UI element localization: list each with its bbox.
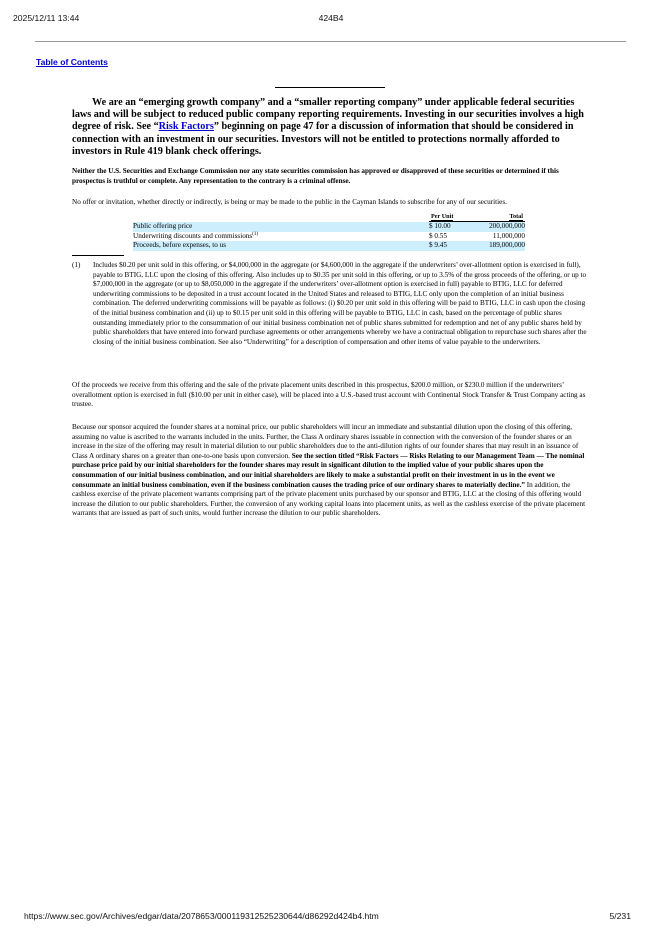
per-unit-header: Per Unit bbox=[431, 213, 454, 220]
table-of-contents-link[interactable]: Table of Contents bbox=[36, 57, 108, 67]
table-row bbox=[133, 241, 525, 251]
footnote-divider bbox=[72, 255, 124, 256]
page-number: 5/231 bbox=[609, 911, 631, 921]
row-label: Proceeds, before expenses, to us bbox=[133, 241, 429, 251]
footnote-number: (1) bbox=[72, 261, 81, 269]
sec-notice: Neither the U.S. Securities and Exchange Commission nor any state securities commission has approved or disapproved of these securities or determined if this prospectus is truthful or complete. Any representation to the contrary is a criminal offense. bbox=[72, 167, 559, 185]
risk-statement: We are an “emerging growth company” and a “smaller reporting company” under applicable federal securities laws and will be subject to reduced public company reporting requirements. Investing in our securities involves a high degree of risk. See “Risk Factors” beginning on page 47 for a discussion of information that should be considered in connection with an investment in our securities. Investors will not be entitled to protections normally afforded to investors in Rule 419 blank check offerings. bbox=[72, 97, 584, 157]
print-datetime: 2025/12/11 13:44 bbox=[13, 13, 80, 23]
footnote-marker: (1) bbox=[252, 231, 259, 237]
footnote bbox=[72, 261, 588, 347]
header-divider bbox=[35, 41, 626, 42]
table-row bbox=[133, 232, 525, 242]
document-type-header: 424B4 bbox=[318, 13, 344, 23]
per-unit-value: $ 0.55 bbox=[429, 231, 447, 240]
cayman-offer-notice: No offer or invitation, whether directly or indirectly, is being or may be made to the public in the Cayman Islands to subscribe for any of our securities. bbox=[72, 198, 507, 207]
cover-text bbox=[72, 97, 588, 208]
row-label: Public offering price bbox=[133, 222, 429, 232]
source-url: https://www.sec.gov/Archives/edgar/data/2078653/000119312525230644/d86292d424b4.htm bbox=[24, 911, 379, 921]
total-value: 11,000,000 bbox=[492, 231, 525, 240]
total-value: 189,000,000 bbox=[471, 241, 525, 251]
table-header-row bbox=[133, 212, 525, 222]
section-divider bbox=[275, 87, 385, 88]
footnote-text: Includes $0.20 per unit sold in this offering, or $4,000,000 in the aggregate (or $4,600,000 in the aggregate if the underwriters’ over-allotment option is exercised in full), payable to BTIG, LLC upon the closing of this offering. Also includes up to $0.35 per unit sold in this offering, or up to 3.5% of the gross proceeds of the offering, or up to $7,000,000 in the aggregate (or up to $8,050,000 in the aggregate if the underwriters’ over-allotment option is exercised in full) payable to BTIG, LLC for deferred underwriting commissions to be deposited in a trust account located in the United States and released to BTIG, LLC only upon the completion of an initial business combination. The deferred underwriting commissions will be payable as follows: (i) $0.20 per unit sold in this offering will be paid to BTIG, LLC in cash upon the closing of the initial business combination and (ii) up to $0.15 per unit sold in this offering will be payable to BTIG, LLC in cash, based on the percentage of public shares outstanding immediately prior to the consummation of our initial business combination net of public shares submitted for redemption and net of any public shares held by public shareholders that have entered into forward purchase agreements or other arrangements whereby we have a contractual obligation to repurchase such shares after the closing of the initial business combination. See also “Underwriting” for a description of compensation and other items of value payable to the underwriters. bbox=[93, 261, 587, 346]
trust-proceeds-paragraph: Of the proceeds we receive from this offering and the sale of the private placement units described in this prospectus, $200.0 million, or $230.0 million if the underwriters’ overallotment option is exercised in full ($10.00 per unit in either case), will be placed into a U.S.-based trust account with Continental Stock Transfer & Trust Company acting as trustee. bbox=[72, 381, 586, 409]
total-value: 200,000,000 bbox=[471, 222, 525, 232]
total-header: Total bbox=[509, 213, 523, 220]
table-row bbox=[133, 222, 525, 232]
row-label: Underwriting discounts and commissions$^{(1)}$ bbox=[133, 231, 259, 240]
per-unit-value: $ 9.45 bbox=[429, 241, 471, 251]
offering-pricing-table bbox=[133, 212, 525, 251]
dilution-risk-reference: See the section titled “Risk Factors — Risks Relating to our Management Team — The nominal purchase price paid by our initial shareholders for the founder shares may result in significant dilution to the implied value of your public shares upon the consummation of our initial business combination, and our initial shareholders are likely to make a substantial profit on their investment in us in the event we consummate an initial business combination, even if the business combination causes the trading price of our ordinary shares to materially decline.” bbox=[72, 451, 585, 489]
dilution-paragraph: Because our sponsor acquired the founder shares at a nominal price, our public shareholders will incur an immediate and substantial dilution upon the closing of this offering, assuming no value is ascribed to the warrants included in the units. Further, the Class A ordinary shares issuable in connection with the conversion of the founder shares or an increase in the size of the offering may result in material dilution to our public shareholders due to the anti-dilution rights of our founder shares that may result in an issuance of Class A ordinary shares on a greater than one-to-one basis upon conversion. See the section titled “Risk Factors — Risks Relating to our Management Team — The nominal purchase price paid by our initial shareholders for the founder shares may result in significant dilution to the implied value of your public shares upon the consummation of our initial business combination, and our initial shareholders are likely to make a substantial profit on their investment in us in the event we consummate an initial business combination, even if the business combination causes the trading price of our ordinary shares to materially decline.” In addition, the cashless exercise of the private placement warrants comprising part of the private placement units purchased by our sponsor and BTIG, LLC at the closing of this offering would increase the dilution to our public shareholders. Further, the conversion of any working capital loans into placement units, as well as the cashless exercise of the private placement warrants that are issued as part of such units, would further increase the dilution to our public shareholders. bbox=[72, 423, 586, 518]
risk-factors-link[interactable]: Risk Factors bbox=[158, 121, 214, 133]
per-unit-value: $ 10.00 bbox=[429, 222, 471, 232]
